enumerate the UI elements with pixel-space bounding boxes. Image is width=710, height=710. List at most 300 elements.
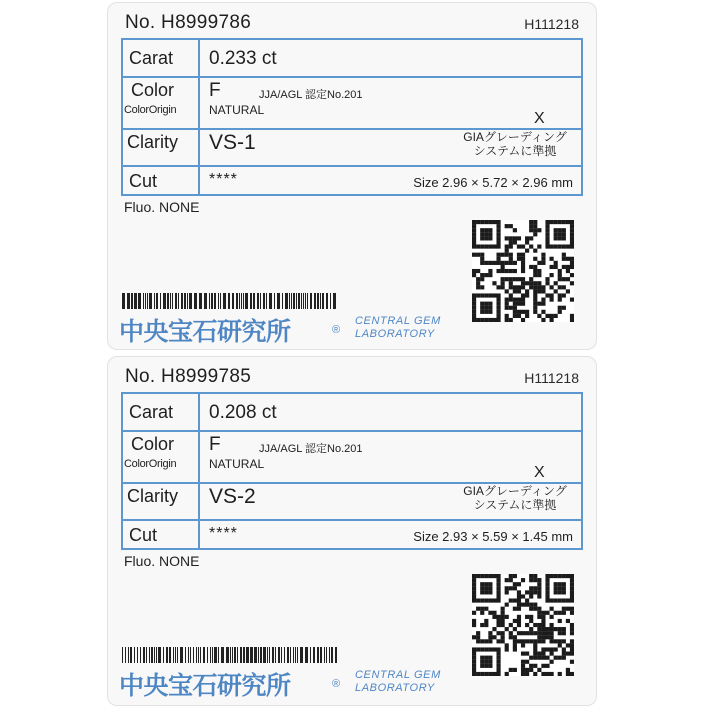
qr-module xyxy=(505,244,509,248)
qr-module xyxy=(501,265,505,269)
qr-module xyxy=(554,574,558,578)
qr-module xyxy=(521,281,525,285)
barcode-bar xyxy=(209,293,210,309)
qr-module xyxy=(529,244,533,248)
qr-module xyxy=(541,261,545,265)
qr-module xyxy=(496,302,500,306)
barcode-bar xyxy=(239,293,240,309)
qr-module xyxy=(488,631,492,635)
lab-logo-jp: 中央宝石研究所 xyxy=(119,318,291,346)
qr-module xyxy=(566,672,570,676)
barcode-bar xyxy=(154,293,155,309)
barcode-bar xyxy=(310,647,311,663)
qr-module xyxy=(488,582,492,586)
qr-module xyxy=(558,293,562,297)
barcode-bar xyxy=(210,647,211,663)
qr-module xyxy=(533,302,537,306)
carat-value: 0.208 ct xyxy=(209,402,277,423)
qr-module xyxy=(566,643,570,647)
qr-code xyxy=(472,220,574,322)
qr-module xyxy=(509,623,513,627)
qr-module xyxy=(496,619,500,623)
qr-module xyxy=(513,228,517,232)
barcode-bar xyxy=(305,647,308,663)
barcode-bar xyxy=(314,293,316,309)
qr-module xyxy=(509,293,513,297)
qr-module xyxy=(513,586,517,590)
qr-module xyxy=(545,220,549,224)
qr-module xyxy=(484,574,488,578)
qr-module xyxy=(488,302,492,306)
qr-module xyxy=(562,611,566,615)
qr-module xyxy=(484,590,488,594)
qr-module xyxy=(545,293,549,297)
qr-module xyxy=(513,668,517,672)
grading-table xyxy=(121,392,583,550)
qr-module xyxy=(537,627,541,631)
qr-module xyxy=(505,261,509,265)
qr-module xyxy=(558,273,562,277)
qr-module xyxy=(484,639,488,643)
color-origin-value: NATURAL xyxy=(209,103,265,117)
qr-module xyxy=(533,289,537,293)
qr-module xyxy=(554,281,558,285)
qr-module xyxy=(545,277,549,281)
barcode-bar xyxy=(177,647,178,663)
qr-module xyxy=(501,611,505,615)
qr-module xyxy=(480,586,484,590)
qr-module xyxy=(541,635,545,639)
qr-module xyxy=(545,232,549,236)
qr-module xyxy=(496,672,500,676)
fluorescence: Fluo. NONE xyxy=(124,199,200,215)
qr-module xyxy=(480,244,484,248)
qr-module xyxy=(492,293,496,297)
qr-module xyxy=(496,240,500,244)
qr-module xyxy=(554,236,558,240)
barcode-bar xyxy=(296,293,297,309)
qr-module xyxy=(509,318,513,322)
color-origin-value: NATURAL xyxy=(209,457,265,471)
mark: X xyxy=(534,110,545,127)
qr-module xyxy=(488,586,492,590)
qr-module xyxy=(554,314,558,318)
qr-module xyxy=(529,656,533,660)
qr-module xyxy=(496,586,500,590)
qr-module xyxy=(570,652,574,656)
barcode-bar xyxy=(232,293,234,309)
qr-module xyxy=(517,615,521,619)
barcode-bar xyxy=(134,647,135,663)
qr-module xyxy=(501,607,505,611)
qr-module xyxy=(472,273,476,277)
qr-module xyxy=(496,639,500,643)
barcode-bar xyxy=(243,647,245,663)
barcode-bar xyxy=(214,647,217,663)
barcode-bar xyxy=(128,647,129,663)
qr-module xyxy=(525,615,529,619)
qr-module xyxy=(488,639,492,643)
qr-module xyxy=(488,611,492,615)
qr-module xyxy=(537,273,541,277)
qr-module xyxy=(488,647,492,651)
qr-module xyxy=(545,598,549,602)
barcode-bar xyxy=(269,293,272,309)
qr-module xyxy=(541,253,545,257)
qr-module xyxy=(472,590,476,594)
qr-module xyxy=(480,220,484,224)
qr-module xyxy=(488,244,492,248)
qr-module xyxy=(537,314,541,318)
qr-module xyxy=(566,220,570,224)
clarity-label: Clarity xyxy=(127,132,179,152)
barcode-bar xyxy=(277,293,280,309)
qr-module xyxy=(492,281,496,285)
qr-module xyxy=(521,244,525,248)
barcode-bar xyxy=(193,647,194,663)
qr-module xyxy=(529,586,533,590)
clarity-value: VS-2 xyxy=(209,485,256,508)
table-row-line xyxy=(123,165,581,167)
qr-module xyxy=(501,261,505,265)
qr-module xyxy=(509,285,513,289)
barcode-bar xyxy=(170,293,171,309)
qr-module xyxy=(562,631,566,635)
barcode-bar xyxy=(335,647,337,663)
qr-module xyxy=(566,289,570,293)
qr-module xyxy=(566,668,570,672)
qr-module xyxy=(480,293,484,297)
table-row-line xyxy=(123,76,581,78)
qr-module xyxy=(562,257,566,261)
barcode-bar xyxy=(240,647,242,663)
barcode-bar xyxy=(317,647,319,663)
qr-module xyxy=(562,639,566,643)
barcode-bar xyxy=(122,647,123,663)
qr-module xyxy=(517,277,521,281)
qr-module xyxy=(570,623,574,627)
barcode-bar xyxy=(156,647,157,663)
qr-module xyxy=(533,643,537,647)
qr-module xyxy=(545,647,549,651)
qr-module xyxy=(513,289,517,293)
qr-module xyxy=(533,623,537,627)
qr-module xyxy=(484,619,488,623)
qr-module xyxy=(537,261,541,265)
qr-module xyxy=(521,277,525,281)
qr-module xyxy=(488,656,492,660)
qr-module xyxy=(558,244,562,248)
qr-module xyxy=(525,631,529,635)
qr-module xyxy=(541,627,545,631)
qr-module xyxy=(541,310,545,314)
barcode-bar xyxy=(130,647,132,663)
qr-module xyxy=(521,603,525,607)
qr-module xyxy=(517,639,521,643)
qr-module xyxy=(484,244,488,248)
qr-module xyxy=(537,289,541,293)
qr-module xyxy=(545,656,549,660)
barcode-bar xyxy=(180,647,183,663)
barcode-bar xyxy=(317,293,319,309)
qr-module xyxy=(550,220,554,224)
qr-module xyxy=(488,660,492,664)
qr-module xyxy=(496,306,500,310)
qr-module xyxy=(517,289,521,293)
qr-module xyxy=(521,643,525,647)
qr-module xyxy=(525,590,529,594)
barcode-bar xyxy=(324,647,325,663)
qr-module xyxy=(476,598,480,602)
qr-module xyxy=(545,672,549,676)
qr-module xyxy=(509,257,513,261)
qr-module xyxy=(525,598,529,602)
qr-module xyxy=(513,310,517,314)
qr-module xyxy=(480,302,484,306)
qr-module xyxy=(476,285,480,289)
qr-module xyxy=(554,244,558,248)
qr-module xyxy=(521,318,525,322)
qr-module xyxy=(537,615,541,619)
qr-module xyxy=(513,269,517,273)
qr-module xyxy=(541,652,545,656)
qr-module xyxy=(570,244,574,248)
qr-module xyxy=(529,594,533,598)
qr-module xyxy=(541,623,545,627)
barcode-bar xyxy=(320,647,322,663)
qr-module xyxy=(533,298,537,302)
qr-module xyxy=(472,611,476,615)
barcode-bar xyxy=(260,293,261,309)
barcode-bar xyxy=(196,647,197,663)
qr-module xyxy=(472,586,476,590)
barcode xyxy=(122,293,337,309)
qr-module xyxy=(525,639,529,643)
qr-module xyxy=(492,611,496,615)
qr-module xyxy=(521,269,525,273)
barcode-bar xyxy=(310,293,312,309)
qr-module xyxy=(513,240,517,244)
qr-module xyxy=(545,228,549,232)
qr-module xyxy=(570,257,574,261)
qr-module xyxy=(537,281,541,285)
size-value: Size 2.96 × 5.72 × 2.96 mm xyxy=(413,175,573,190)
qr-module xyxy=(537,652,541,656)
qr-module xyxy=(550,647,554,651)
mark: X xyxy=(534,464,545,481)
qr-module xyxy=(570,265,574,269)
qr-module xyxy=(521,257,525,261)
qr-module xyxy=(509,298,513,302)
qr-module xyxy=(501,285,505,289)
qr-module xyxy=(558,619,562,623)
qr-module xyxy=(558,298,562,302)
qr-module xyxy=(480,656,484,660)
qr-module xyxy=(472,672,476,676)
qr-module xyxy=(533,265,537,269)
barcode-bar xyxy=(211,293,213,309)
barcode-bar xyxy=(284,647,285,663)
barcode-bar xyxy=(158,647,161,663)
certificate-number: No. H8999786 xyxy=(125,12,252,33)
qr-module xyxy=(529,281,533,285)
qr-module xyxy=(509,224,513,228)
qr-module xyxy=(521,672,525,676)
qr-module xyxy=(509,586,513,590)
qr-module xyxy=(505,306,509,310)
qr-module xyxy=(480,228,484,232)
qr-module xyxy=(566,607,570,611)
qr-module xyxy=(545,244,549,248)
qr-module xyxy=(554,627,558,631)
barcode-bar xyxy=(322,293,324,309)
qr-module xyxy=(484,261,488,265)
qr-module xyxy=(550,631,554,635)
qr-module xyxy=(558,220,562,224)
lab-name-en-line2: LABORATORY xyxy=(355,682,435,694)
qr-module xyxy=(476,639,480,643)
qr-module xyxy=(472,240,476,244)
qr-module xyxy=(521,660,525,664)
qr-module xyxy=(562,306,566,310)
qr-module xyxy=(513,285,517,289)
qr-module xyxy=(480,647,484,651)
qr-module xyxy=(501,281,505,285)
qr-module xyxy=(562,582,566,586)
qr-module xyxy=(484,660,488,664)
qr-module xyxy=(521,578,525,582)
barcode-bar xyxy=(245,293,248,309)
qr-module xyxy=(505,289,509,293)
barcode-bar xyxy=(194,293,197,309)
lab-name-en-line1: CENTRAL GEM xyxy=(355,315,441,327)
qr-module xyxy=(496,318,500,322)
qr-module xyxy=(480,273,484,277)
barcode-bar xyxy=(267,647,268,663)
qr-module xyxy=(558,643,562,647)
barcode xyxy=(122,647,337,663)
qr-module xyxy=(533,228,537,232)
carat-value: 0.233 ct xyxy=(209,48,277,69)
qr-module xyxy=(513,314,517,318)
qr-module xyxy=(570,224,574,228)
qr-module xyxy=(537,668,541,672)
qr-module xyxy=(472,635,476,639)
qr-module xyxy=(533,590,537,594)
qr-module xyxy=(558,269,562,273)
qr-module xyxy=(562,244,566,248)
qr-module xyxy=(480,285,484,289)
qr-module xyxy=(484,598,488,602)
barcode-bar xyxy=(301,293,302,309)
qr-module xyxy=(521,253,525,257)
qr-module xyxy=(472,302,476,306)
qr-module xyxy=(505,253,509,257)
qr-module xyxy=(541,664,545,668)
qr-module xyxy=(501,623,505,627)
qr-module xyxy=(570,672,574,676)
qr-module xyxy=(513,277,517,281)
barcode-bar xyxy=(127,293,130,309)
qr-module xyxy=(488,590,492,594)
barcode-bar xyxy=(250,647,253,663)
grading-card-1 xyxy=(107,2,597,350)
report-code: H111218 xyxy=(524,16,579,32)
qr-module xyxy=(513,306,517,310)
qr-module xyxy=(541,611,545,615)
barcode-bar xyxy=(160,293,161,309)
lab-logo-en xyxy=(355,315,441,341)
barcode-bar xyxy=(333,293,336,309)
qr-module xyxy=(501,253,505,257)
qr-module xyxy=(554,582,558,586)
qr-module xyxy=(545,664,549,668)
color-origin-label: ColorOrigin xyxy=(124,104,177,116)
qr-module xyxy=(570,314,574,318)
qr-module xyxy=(501,619,505,623)
qr-module xyxy=(505,672,509,676)
qr-module xyxy=(472,594,476,598)
report-code: H111218 xyxy=(524,370,579,386)
qr-module xyxy=(488,574,492,578)
qr-module xyxy=(529,607,533,611)
qr-module xyxy=(509,261,513,265)
qr-module xyxy=(533,220,537,224)
qr-module xyxy=(517,236,521,240)
qr-module xyxy=(509,253,513,257)
qr-module xyxy=(521,631,525,635)
qr-module xyxy=(476,281,480,285)
qr-module xyxy=(529,619,533,623)
qr-module xyxy=(558,574,562,578)
qr-module xyxy=(550,257,554,261)
qr-module xyxy=(570,594,574,598)
barcode-bar xyxy=(285,293,288,309)
qr-module xyxy=(505,643,509,647)
barcode-bar xyxy=(237,647,238,663)
qr-module xyxy=(533,672,537,676)
barcode-bar xyxy=(178,293,179,309)
barcode-bar xyxy=(272,647,274,663)
qr-module xyxy=(570,643,574,647)
qr-module xyxy=(488,261,492,265)
barcode-bar xyxy=(275,647,276,663)
qr-module xyxy=(525,240,529,244)
qr-module xyxy=(558,306,562,310)
qr-module xyxy=(472,220,476,224)
barcode-bar xyxy=(263,647,266,663)
qr-module xyxy=(570,578,574,582)
qr-module xyxy=(566,619,570,623)
qr-module xyxy=(488,306,492,310)
qr-module xyxy=(529,590,533,594)
qr-module xyxy=(484,623,488,627)
qr-module xyxy=(496,224,500,228)
qr-module xyxy=(550,318,554,322)
barcode-bar xyxy=(269,647,270,663)
qr-module xyxy=(550,598,554,602)
qr-module xyxy=(525,281,529,285)
qr-module xyxy=(562,656,566,660)
qr-module xyxy=(505,302,509,306)
gia-note-line2: システムに準拠 xyxy=(473,144,557,158)
qr-module xyxy=(505,615,509,619)
qr-module xyxy=(541,631,545,635)
qr-module xyxy=(533,293,537,297)
qr-module xyxy=(545,631,549,635)
qr-module xyxy=(537,635,541,639)
qr-module xyxy=(558,586,562,590)
